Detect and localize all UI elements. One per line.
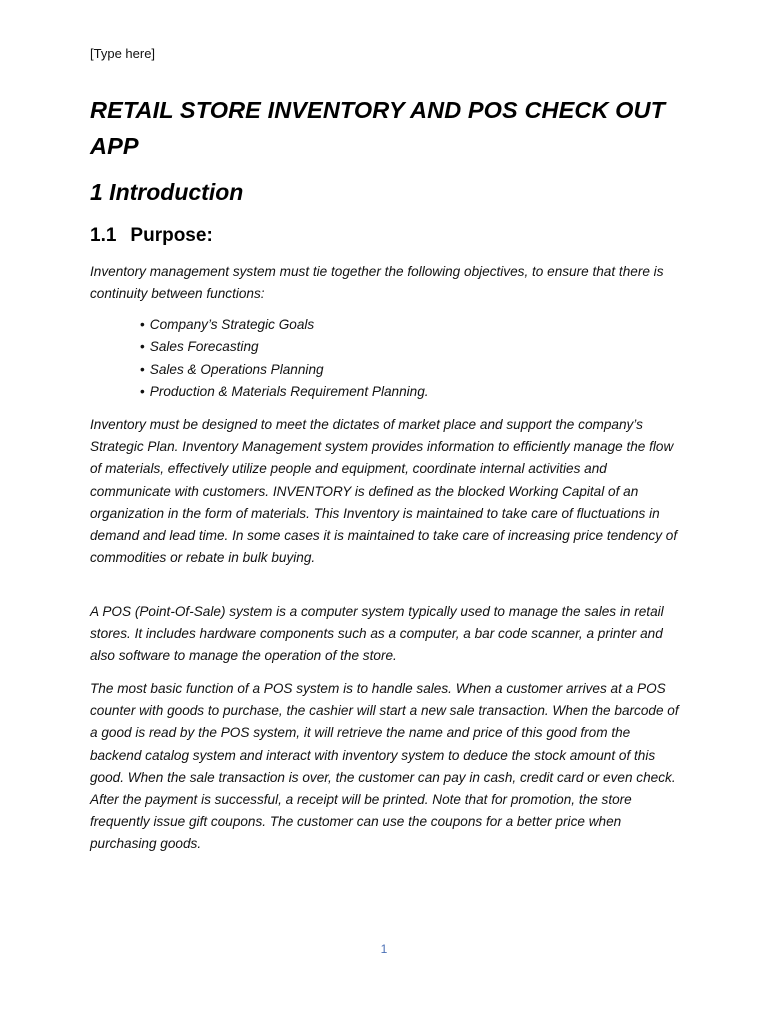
section-heading: 1 Introduction bbox=[90, 179, 244, 205]
paragraph-objectives-intro: Inventory management system must tie together the following objectives, to ensure that there is continuity between functions: bbox=[90, 264, 664, 302]
subsection-label: Purpose: bbox=[130, 225, 213, 246]
header-placeholder: [Type here] bbox=[90, 46, 156, 61]
objectives-list bbox=[140, 314, 429, 404]
subsection-heading bbox=[90, 222, 213, 250]
paragraph-inventory: Inventory must be designed to meet the dictates of market place and support the company’s Strategic Plan. Inventory Management system provides information to efficiently manage the flow of materials, effectively utilize people and equipment, coordinate internal activities and communicate with customers. INVENTORY is defined as the blocked Working Capital of an organization in the form of materials. This Inventory is maintained to take care of fluctuations in demand and lead time. In some cases it is maintained to take care of increasing price tendency of commodities or rebate in bulk buying. bbox=[90, 417, 678, 566]
list-item: • Sales Forecasting bbox=[140, 336, 429, 358]
list-item: • Company’s Strategic Goals bbox=[140, 314, 429, 336]
page-number: 1 bbox=[380, 942, 388, 956]
paragraph-pos-definition: A POS (Point-Of-Sale) system is a computer system typically used to manage the sales in retail stores. It includes hardware components such as a computer, a bar code scanner, a printer and also software to manage the operation of the store. bbox=[90, 604, 664, 664]
subsection-number: 1.1 bbox=[90, 225, 117, 246]
paragraph-pos-function: The most basic function of a POS system is to handle sales. When a customer arrives at a POS counter with goods to purchase, the cashier will start a new sale transaction. When the barcode of a good is read by the POS system, it will retrieve the name and price of this good from the backend catalog system and interact with inventory system to deduce the stock amount of this good. When the sale transaction is over, the customer can pay in cash, credit card or even check. After the payment is successful, a receipt will be printed. Note that for promotion, the store frequently issue gift coupons. The customer can use the coupons for a better price when purchasing goods. bbox=[90, 681, 679, 852]
list-item: • Sales & Operations Planning bbox=[140, 359, 429, 381]
list-item: • Production & Materials Requirement Planning. bbox=[140, 381, 429, 403]
document-title: RETAIL STORE INVENTORY AND POS CHECK OUT APP bbox=[90, 97, 666, 159]
